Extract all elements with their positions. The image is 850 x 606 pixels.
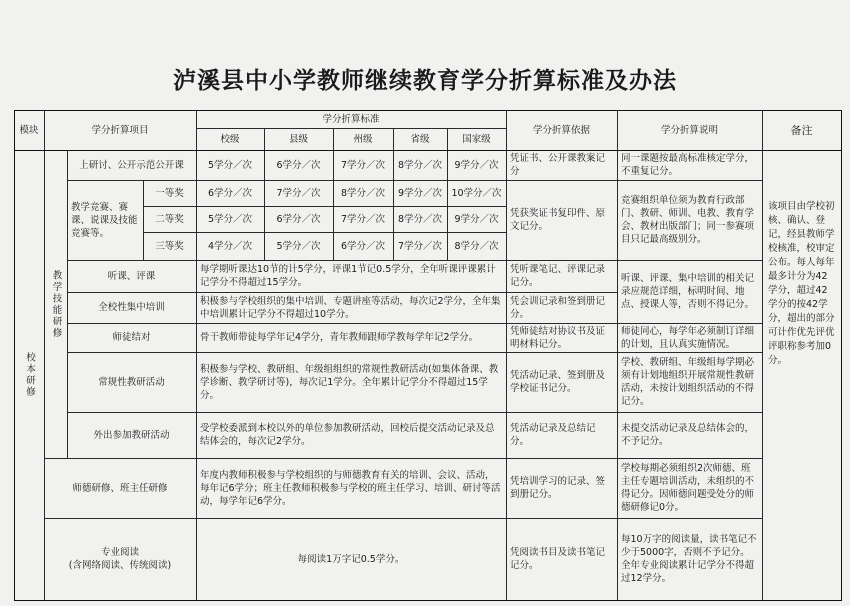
research-text: 积极参与学校、教研组、年级组组织的常规性教研活动(如集体备课、教学诊断、教学研讨等)，每次记1学分。全年累计记学分不得超过15学分。	[200, 363, 499, 401]
page-title: 泸溪县中小学教师继续教育学分折算标准及办法	[173, 67, 677, 94]
listen-basis: 凭听课笔记、评课记录记分。	[510, 264, 606, 288]
outside-basis: 凭活动记录及总结记分。	[510, 423, 596, 447]
contest-prize-1-county: 7学分／次	[276, 187, 321, 199]
header-module: 模块	[19, 124, 39, 136]
contest-prize-3: 三等奖	[155, 240, 184, 252]
header-level-national: 国家级	[462, 133, 491, 145]
contest-prize-1-school: 6学分／次	[207, 187, 253, 199]
section-school-label: 校本研修	[24, 352, 35, 398]
contest-prize-1-province: 9学分／次	[397, 187, 443, 199]
remark-text: 该项目由学校初核、确认、登记，经县教师学校核准，校审定公布。每人每年最多计分为42学分，超过42学分的按42学分，超出的部分可计作优先评优评职称参考加0分。	[768, 201, 835, 366]
open-class-school: 5学分／次	[207, 159, 253, 171]
contest-prize-2-county: 6学分／次	[276, 213, 321, 225]
header-explain: 学分折算说明	[660, 124, 718, 136]
contest-prize-2: 二等奖	[155, 213, 184, 225]
reading-explain: 每10万字的阅读量，读书笔记不少于5000字，否则不予记分。全年专业阅读累计记学分不得超过12学分。	[621, 534, 757, 584]
moral-text: 年度内教师积极参与学校组织的与师德教育有关的培训、会议、活动，每年记6学分；班主任教师积极参与学校的班主任学习、培训、研讨等活动，每学年记6学分。	[200, 469, 501, 507]
reading-basis: 凭阅读书目及读书笔记记分。	[510, 547, 606, 571]
header-basis: 学分折算依据	[532, 124, 590, 136]
research-label: 常规性教研活动	[98, 376, 165, 388]
contest-prize-2-school: 5学分／次	[207, 213, 253, 225]
reading-label: 专业阅读	[100, 547, 139, 558]
contest-prize-3-prefecture: 6学分／次	[340, 240, 386, 252]
header-level-province: 省级	[410, 133, 430, 145]
outside-label: 外出参加教研活动	[93, 429, 170, 441]
mentor-label: 师徒结对	[112, 332, 151, 343]
contest-prize-2-prefecture: 7学分／次	[340, 213, 386, 225]
header-level-prefecture: 州级	[353, 133, 373, 145]
mentor-explain: 师徒同心，每学年必须制订详细的计划，且认真实施情况。	[621, 325, 755, 350]
listen-explain: 听课、评课、集中培训的相关记录应规范详细，标明时间、地点、授课人等，否则不得记分。	[621, 273, 755, 310]
header-item: 学分折算项目	[91, 124, 149, 136]
moral-explain: 学校每期必须组织2次师德、班主任专题培训活动，未组织的不得记分。因师德问题受处分的师德研修记0分。	[621, 463, 755, 513]
open-class-county: 6学分／次	[276, 159, 321, 171]
mentor-basis: 凭师徒结对协议书及证明材料记分。	[510, 325, 606, 350]
open-class-prefecture: 7学分／次	[340, 159, 386, 171]
open-class-explain: 同一课题按最高标准核定学分，不重复记分。	[621, 153, 755, 177]
section-teaching-label: 教学技能研修	[50, 269, 62, 339]
listen-label: 听课、评课	[107, 270, 156, 282]
header-remark: 备注	[790, 123, 813, 137]
moral-label: 师德研修、班主任研修	[72, 482, 168, 494]
contest-prize-1-national: 10学分／次	[451, 187, 502, 199]
header-level-county: 县级	[288, 133, 308, 145]
mentor-text: 骨干教师带徒每学年记4学分，青年教师跟师学教每学年记2学分。	[200, 332, 479, 343]
contest-prize-3-national: 8学分／次	[454, 240, 499, 252]
open-class-national: 9学分／次	[454, 159, 499, 171]
contest-prize-3-school: 4学分／次	[207, 240, 253, 252]
contest-basis: 凭获奖证书复印件、原文记分。	[510, 208, 606, 232]
open-class-label: 上研讨、公开示范公开课	[79, 159, 184, 171]
outside-explain: 未提交活动记录及总结体会的，不予记分。	[621, 423, 755, 447]
open-class-province: 8学分／次	[397, 159, 443, 171]
outside-text: 受学校委派到本校以外的单位参加教研活动，回校后提交活动记录及总结体会的，每次记2学分。	[200, 423, 495, 447]
open-class-basis: 凭证书、公开课教案记分	[510, 153, 606, 177]
reading-text: 每阅读1万字记0.5学分。	[297, 553, 405, 565]
contest-explain: 竞赛组织单位须为教育行政部门、教研、师训、电教、教育学会、教材出版部门；同一参赛项目只记最高级别分。	[621, 195, 755, 245]
moral-basis: 凭培训学习的记录、签到册记分。	[510, 476, 606, 500]
training-label: 全校性集中培训	[98, 302, 165, 313]
research-explain: 学校、教研组、年级组每学期必须有计划地组织开展常规性教研活动，未按计划组织活动的不得记分。	[621, 357, 755, 407]
training-basis: 凭会训记录和签到册记分。	[510, 295, 606, 320]
reading-sublabel: (含网络阅读、传统阅读)	[68, 560, 172, 571]
contest-prize-2-national: 9学分／次	[454, 213, 499, 225]
research-basis: 凭活动记录、签到册及学校证书记分。	[510, 370, 606, 394]
contest-prize-3-county: 5学分／次	[276, 240, 321, 252]
contest-label: 教学竞赛、赛课、说课及技能竞赛等。	[71, 201, 138, 239]
header-level-school: 校级	[220, 133, 240, 145]
contest-prize-3-province: 7学分／次	[397, 240, 443, 252]
training-text: 积极参与学校组织的集中培训、专题讲座等活动，每次记2学分，全年集中培训累计记学分不得超过10学分。	[200, 295, 501, 320]
reading-label-cell	[44, 518, 196, 600]
contest-prize-2-province: 8学分／次	[397, 213, 443, 225]
contest-prize-1: 一等奖	[155, 187, 184, 199]
header-standard: 学分折算标准	[322, 113, 380, 125]
contest-prize-1-prefecture: 8学分／次	[340, 187, 386, 199]
listen-text: 每学期听课达10节的计5学分，评课1节记0.5学分，全年听课评课累计记学分不得超过15学分。	[200, 264, 496, 288]
